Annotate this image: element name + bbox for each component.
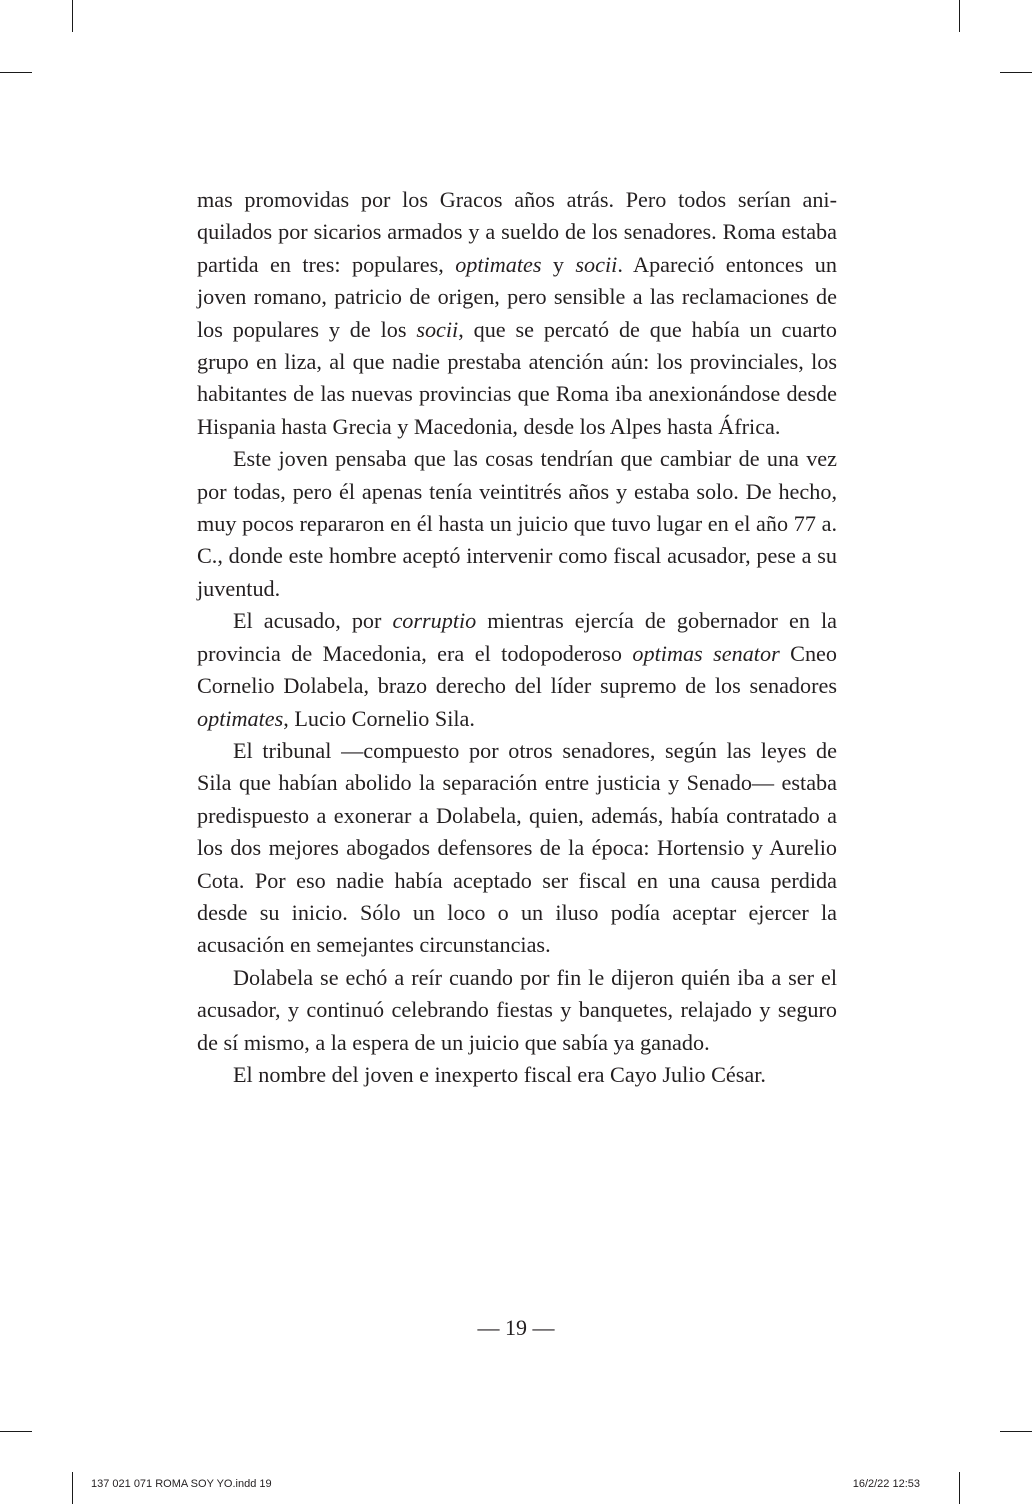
text-run: El acusado, por <box>233 608 393 634</box>
paragraph-4 <box>197 735 837 962</box>
crop-mark-right-bottom <box>1000 1431 1032 1432</box>
crop-mark-bottom-left <box>72 1472 73 1504</box>
text-run: El nombre del joven e inexperto fiscal era Cayo Julio César. <box>233 1061 766 1087</box>
text-run: , Lucio Cornelio Sila. <box>283 705 475 731</box>
text-run: Cneo Cornelio Dolabela, brazo derecho del líder supremo de los senadores <box>197 640 837 699</box>
text-run: Dolabela se echó a reír cuando por fin le dijeron quién iba a ser el acusador, y continuó celebrando fiestas y banquetes, relajado y seguro de sí mismo, a la espera de un juicio que sabía ya ganado. <box>197 964 837 1055</box>
crop-mark-left-bottom <box>0 1431 32 1432</box>
text-run: mientras ejercía de gobernador en la provincia de Macedonia, era el todopoderoso <box>197 608 837 666</box>
crop-mark-bottom-right <box>959 1472 960 1504</box>
crop-mark-right-top <box>1000 72 1032 73</box>
text-run: , que se percató de que había un cuarto grupo en liza, al que nadie prestaba atención aún: los provinciales, los habitantes de las nuevas provincias que Roma iba anexionándose desde Hispania hasta Grecia y Macedonia, desde los Alpes hasta África. <box>197 316 837 439</box>
italic-term: socii <box>575 251 618 277</box>
italic-term: corruptio <box>392 608 477 634</box>
paragraph-2 <box>197 443 837 605</box>
text-run: mas promovidas por los Gracos años atrás. Pero todos serían aniquilados por sicarios armados y a sueldo de los senadores. Roma estaba partida en tres: populares, <box>197 187 837 277</box>
body-text <box>197 184 837 1091</box>
italic-term: optimates <box>197 705 284 731</box>
page-number: — 19 — <box>477 1315 555 1340</box>
paragraph-3 <box>197 605 837 735</box>
italic-term: socii <box>416 316 459 342</box>
italic-term: optimas senator <box>632 640 780 666</box>
italic-term: optimates <box>455 251 542 277</box>
crop-mark-top-right <box>959 0 960 32</box>
slug-date-time: 16/2/22 12:53 <box>852 1478 920 1490</box>
paragraph-5 <box>197 962 837 1059</box>
crop-mark-top-left <box>72 0 73 32</box>
paragraph-1 <box>197 184 837 443</box>
text-run: y <box>541 251 576 277</box>
paragraph-6 <box>197 1059 837 1091</box>
slug-file-name: 137 021 071 ROMA SOY YO.indd 19 <box>91 1478 272 1490</box>
text-run: El tribunal —compuesto por otros senadores, según las leyes de Sila que habían abolido la separación entre justicia y Senado— estaba predispuesto a exonerar a Dolabela, quien, además, había contratado a los dos mejores abogados defensores de la época: Hortensio y Aurelio Cota. Por eso nadie había aceptado ser fiscal en una causa perdida desde su inicio. Sólo un loco o un iluso podía aceptar ejercer la acusación en semejantes circunstancias. <box>197 737 837 958</box>
text-run: . Apareció entonces un joven romano, patricio de origen, pero sensible a las reclamaciones de los populares y de los <box>197 251 837 342</box>
crop-mark-left-top <box>0 72 32 73</box>
text-run: Este joven pensaba que las cosas tendrían que cambiar de una vez por todas, pero él apenas tenía veintitrés años y estaba solo. De hecho, muy pocos repararon en él hasta un juicio que tuvo lugar en el año 77 a. C., donde este hombre aceptó intervenir como fiscal acusador, pese a su juventud. <box>197 446 837 601</box>
